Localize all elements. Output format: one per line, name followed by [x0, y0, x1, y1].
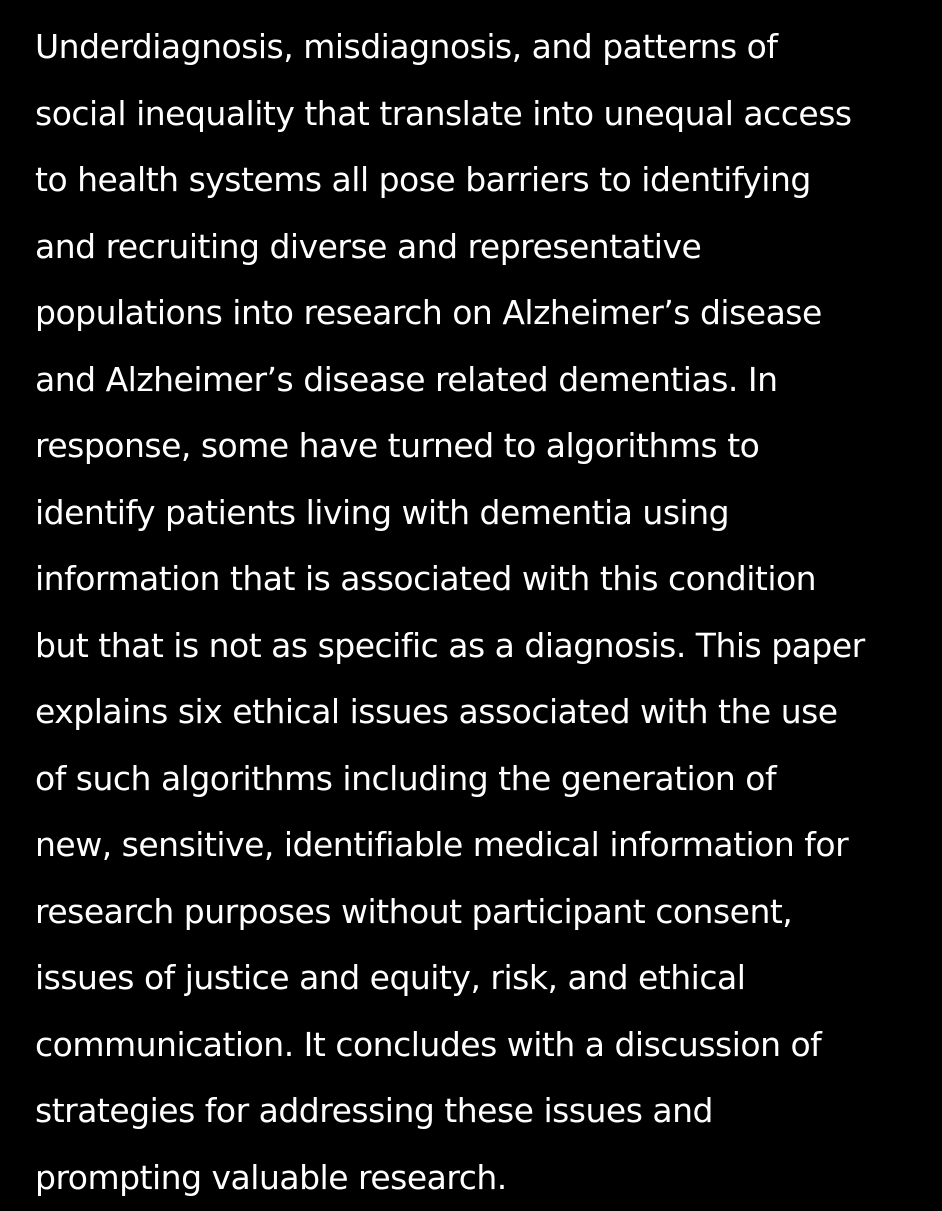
abstract-line: and Alzheimer’s disease related dementias. In [35, 347, 942, 414]
abstract-line: to health systems all pose barriers to identifying [35, 147, 942, 214]
abstract-line: research purposes without participant consent, [35, 879, 942, 946]
abstract-line: and recruiting diverse and representative [35, 214, 942, 281]
abstract-line: response, some have turned to algorithms to [35, 413, 942, 480]
abstract-line: but that is not as specific as a diagnosis. This paper [35, 613, 942, 680]
abstract-line: communication. It concludes with a discussion of [35, 1012, 942, 1079]
abstract-line: issues of justice and equity, risk, and ethical [35, 945, 942, 1012]
abstract-paragraph [35, 14, 942, 1211]
abstract-line: prompting valuable research. [35, 1145, 942, 1211]
abstract-line: explains six ethical issues associated with the use [35, 679, 942, 746]
abstract-line: strategies for addressing these issues and [35, 1078, 942, 1145]
abstract-line: populations into research on Alzheimer’s disease [35, 280, 942, 347]
abstract-line: identify patients living with dementia using [35, 480, 942, 547]
abstract-line: social inequality that translate into unequal access [35, 81, 942, 148]
abstract-line: of such algorithms including the generation of [35, 746, 942, 813]
abstract-line: new, sensitive, identifiable medical information for [35, 812, 942, 879]
abstract-line: Underdiagnosis, misdiagnosis, and patterns of [35, 14, 942, 81]
abstract-line: information that is associated with this condition [35, 546, 942, 613]
